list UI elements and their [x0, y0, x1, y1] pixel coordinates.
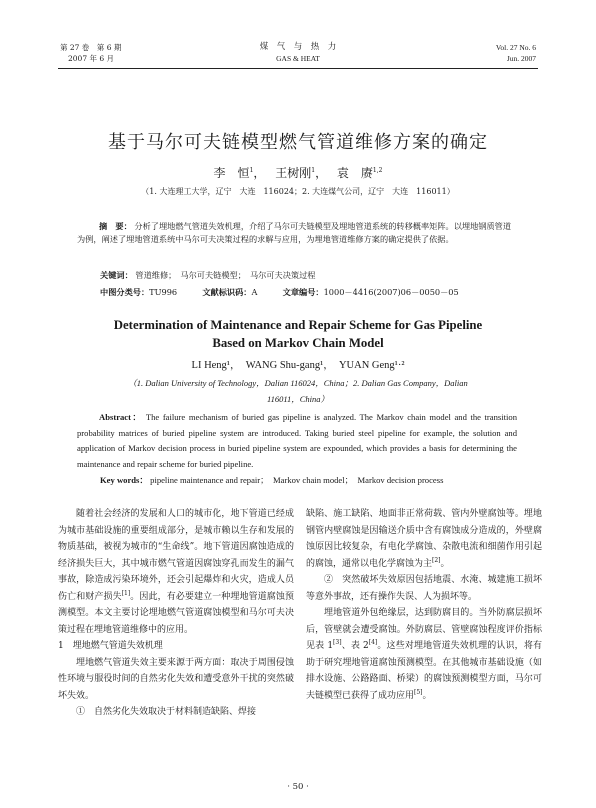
doc-code-value: A [251, 287, 258, 297]
header-rule [58, 68, 538, 69]
issue-date: 2007 年 6 月 [68, 54, 115, 63]
body-paragraph: 埋地燃气管道失效主要来源于两方面：取决于周围侵蚀性环境与服役时间的自然劣化失效和遭受意外干扰的突然破坏失效。 [58, 657, 294, 701]
date-en: Jun. 2007 [506, 54, 536, 63]
abstract-en-text: The failure mechanism of buried gas pipeline is analyzed. The Markov chain model and the transition probability matrices of buried pipeline system are introduced. Taking buried steel pipeline for example, the solution and application of Markov decision process in buried pipeline system are expounded, which provides a basis for determining the maintenance and repair scheme for buried pipeline. [77, 412, 518, 469]
affiliation-cn: （1. 大连理工大学，辽宁 大连 116024；2. 大连煤气公司，辽宁 大连 116011） [141, 187, 455, 196]
citation-ref: [4] [368, 639, 378, 646]
affiliation-en-line2: 116011，China） [266, 394, 330, 404]
classification-line [100, 287, 459, 298]
author-sup-1: 1 [249, 167, 254, 174]
authors-en: LI Heng¹， WANG Shu-gang¹， YUAN Geng¹·² [191, 360, 405, 371]
doc-code-label: 文献标识码： [202, 287, 252, 297]
journal-name-en: GAS & HEAT [276, 54, 320, 63]
keywords-en-label: Key words： [100, 475, 148, 485]
citation-ref: [2] [432, 556, 441, 564]
volume-issue: 第 27 卷 第 6 期 [60, 43, 122, 52]
abstract-cn-label: 摘 要： [99, 221, 132, 231]
paper-title-en-line1: Determination of Maintenance and Repair Scheme for Gas Pipeline [113, 318, 483, 332]
author-sup-3: 1,2 [372, 167, 383, 174]
page-number: · 50 · [287, 782, 309, 792]
body-text: 缺陷、施工缺陷、地面非正常荷载、管内外壁腐蚀等。埋地钢管内壁腐蚀是因输送介质中含有腐蚀成分造成的，外壁腐蚀原因比较复杂，有电化学腐蚀、杂散电流和细菌作用引起的腐蚀，通常以电化学腐蚀为主 [306, 509, 542, 569]
citation-ref: [3] [333, 639, 342, 646]
paper-title-cn: 基于马尔可夫链模型燃气管道维修方案的确定 [108, 132, 488, 153]
keywords-cn [100, 270, 316, 281]
body-paragraph [306, 605, 542, 704]
clc-label: 中图分类号： [100, 287, 150, 297]
journal-volume-en [496, 42, 536, 64]
keywords-cn-text: 管道维修； 马尔可夫链模型； 马尔可夫决策过程 [135, 270, 316, 280]
article-number-value: 1000－4416(2007)06－0050－05 [323, 287, 459, 297]
body-text: 、表 2 [341, 641, 369, 651]
author-cn-1: 李 恒 [213, 166, 250, 180]
abstract-en-label: Abstract： [99, 412, 143, 422]
body-text: 随着社会经济的发展和人口的城市化，地下管道已经成为城市基础设施的重要组成部分，是城市赖以生存和发展的物质基础，被视为城市的“生命线”。地下管道因腐蚀造成的经济损失巨大，其中城市燃气管道因腐蚀穿孔而发生的漏气事故，除造成污染环境外，还会引起爆炸和火灾，造成人员伤亡和财产损失 [58, 509, 294, 602]
abstract-cn [77, 220, 517, 246]
paper-title-en-line2: Based on Markov Chain Model [212, 336, 384, 350]
body-text: 。因此，有必要建立一种埋地管道腐蚀预测模型。本文主要讨论埋地燃气管道腐蚀模型和马尔可夫决策过程在埋地管道维修中的应用。 [58, 591, 294, 635]
abstract-cn-text: 分析了埋地燃气管道失效机理，介绍了马尔可夫链模型及埋地管道系统的转移概率矩阵。以埋地钢质管道为例，阐述了埋地管道系统中马尔可夫决策过程的求解与应用，为埋地管道维修方案的确定提供了依据。 [77, 221, 512, 245]
author-cn-2: 王树刚 [275, 166, 312, 180]
body-text: 埋地管道外包绝缘层，达到防腐目的。当外防腐层损坏后，管壁就会遭受腐蚀。外防腐层、管壁腐蚀程度评价指标见表 1 [306, 608, 542, 651]
citation-ref: [5] [414, 688, 423, 696]
section-heading-1: 1 埋地燃气管道失效机理 [58, 641, 163, 651]
body-text: 。这些对埋地管道失效机理的认识，将有助于研究埋地管道腐蚀预测模型。在其他城市基础设施（如排水设施、公路路面、桥梁）的腐蚀预测模型方面，马尔可夫链模型已获得了成功应用 [306, 641, 542, 701]
affiliation-en-line1: （1. Dalian University of Technology，Dalian 116024，China；2. Dalian Gas Company，Dalian [128, 378, 468, 388]
journal-name-cn: 煤 气 与 热 力 [259, 42, 337, 52]
clc-value: TU996 [149, 287, 178, 297]
body-right-column [306, 506, 542, 704]
body-paragraph: ① 自然劣化失效取决于材料制造缺陷、焊接 [76, 707, 257, 717]
body-text: 。 [440, 558, 450, 569]
keywords-en-text: pipeline maintenance and repair； Markov chain model； Markov decision process [150, 475, 444, 485]
body-paragraph [58, 506, 294, 638]
author-sup-2: 1 [311, 167, 316, 174]
keywords-cn-label: 关键词： [100, 270, 133, 280]
article-number-label: 文章编号： [282, 287, 324, 297]
volume-en: Vol. 27 No. 6 [495, 43, 536, 52]
authors-cn: 李 恒$^1$， 王树刚$^1$， 袁 赓$^{1,2}$ [213, 166, 383, 180]
body-paragraph [306, 506, 542, 572]
body-left-column [58, 506, 294, 721]
author-cn-3: 袁 赓 [336, 166, 373, 180]
keywords-en [100, 474, 443, 486]
abstract-en [77, 410, 517, 472]
citation-ref: [1] [121, 589, 131, 597]
body-text: 。 [422, 690, 432, 701]
body-paragraph: ② 突然破坏失效原因包括地震、水淹、城建施工损坏等意外事故，还有操作失误、人为损坏等。 [306, 575, 542, 602]
